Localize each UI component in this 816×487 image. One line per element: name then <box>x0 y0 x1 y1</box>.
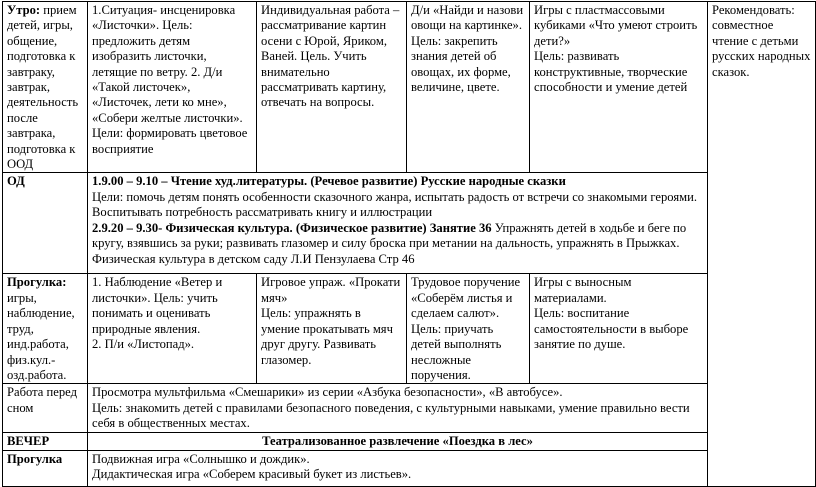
od-row <box>3 173 816 274</box>
walk-labor-cell: Трудовое поручение «Соберём листья и сделаем салют». Цель: приучать детей выполнять несложные поручения. <box>407 274 530 384</box>
evening-content: Театрализованное развлечение «Поездка в лес» <box>88 432 708 450</box>
morning-label-rest: прием детей, игры, общение, подготовка к завтраку, завтрак, деятельность после завтрака, подготовка к ООД <box>7 3 79 172</box>
evening-label: ВЕЧЕР <box>3 432 88 450</box>
before-sleep-row <box>3 384 816 432</box>
recommendation-cell: Рекомендовать: совместное чтение с детьми русских народных сказок. <box>708 2 816 487</box>
od-line-3-title: 2.9.20 – 9.30- Физическая культура. (Физическое развитие) Занятие 36 <box>92 220 492 235</box>
od-label: ОД <box>3 173 88 274</box>
before-sleep-content-cell <box>88 384 708 432</box>
od-line-3 <box>92 221 703 267</box>
walk2-line-2: Дидактическая игра «Соберем красивый букет из листьев». <box>92 466 412 481</box>
od-content-cell <box>88 173 708 274</box>
before-sleep-line-1: Просмотра мультфильма «Смешарики» из серии «Азбука безопасности», «В автобусе». <box>92 385 563 400</box>
od-line-2: Цели: помочь детям понять особенности сказочного жанра, испытать радость от встречи со знакомыми героями. Воспитывать потребность рассматривать книгу и иллюстрации <box>92 189 697 220</box>
od-line-1: 1.9.00 – 9.10 – Чтение худ.литературы. (Речевое развитие) Русские народные сказки <box>92 174 566 189</box>
before-sleep-label: Работа перед сном <box>3 384 88 432</box>
morning-label: Утро: <box>7 3 41 17</box>
walk2-content-cell <box>88 450 708 486</box>
before-sleep-line-2: Цель: знакомить детей с правилами безопасного поведения, с культурными навыками, умение правильно вести себя в общественных местах. <box>92 400 690 431</box>
morning-label-cell <box>3 2 88 173</box>
walk2-line-1: Подвижная игра «Солнышко и дождик». <box>92 451 310 466</box>
walk-label: Прогулка: <box>7 275 67 290</box>
daily-plan-table <box>2 1 816 487</box>
walk-label-rest: игры, наблюдение, труд, инд.работа, физ.кул.-озд.работа. <box>7 290 75 382</box>
morning-games-cell: Игры с пластмассовыми кубиками «Что умеют строить дети?» Цель: развивать конструктивные, творческие способности и умение детей <box>530 2 708 173</box>
morning-individual-cell: Индивидуальная работа – рассматривание картин осени с Юрой, Яриком, Ваней. Цель. Учить внимательно рассматривать картину, отвечать на вопросы. <box>257 2 407 173</box>
walk2-row <box>3 450 816 486</box>
morning-didactic-cell: Д/и «Найди и назови овощи на картинке». Цель: закрепить знания детей об овощах, их форме, величине, цвете. <box>407 2 530 173</box>
walk-exercise-cell: Игровое упраж. «Прокати мяч» Цель: упражнять в умение прокатывать мяч друг другу. Развивать глазомер. <box>257 274 407 384</box>
morning-row <box>3 2 816 173</box>
walk-label-cell <box>3 274 88 384</box>
evening-row <box>3 432 816 450</box>
morning-situation-cell: 1.Ситуация- инсценировка «Листочки». Цель: предложить детям изобразить листочки, летящие по ветру. 2. Д/и «Такой листочек», «Листочек, лети ко мне», «Собери желтые листочки». Цели: формировать цветовое восприятие <box>88 2 257 173</box>
walk-observation-cell: 1. Наблюдение «Ветер и листочки». Цель: учить понимать и оценивать природные явления. 2. П/и «Листопад». <box>88 274 257 384</box>
od-line-3-text: Упражнять детей в ходьбе и беге по кругу, взявшись за руки; развивать глазомер и силу броска при метании на дальность, упражнять в Прыжках. Физическая культура в детском саду Л.И Пензулаева Стр 46 <box>92 220 687 266</box>
walk-row <box>3 274 816 384</box>
walk2-label: Прогулка <box>3 450 88 486</box>
walk-games-cell: Игры с выносным материалами. Цель: воспитание самостоятельности в выборе занятие по душе. <box>530 274 708 384</box>
